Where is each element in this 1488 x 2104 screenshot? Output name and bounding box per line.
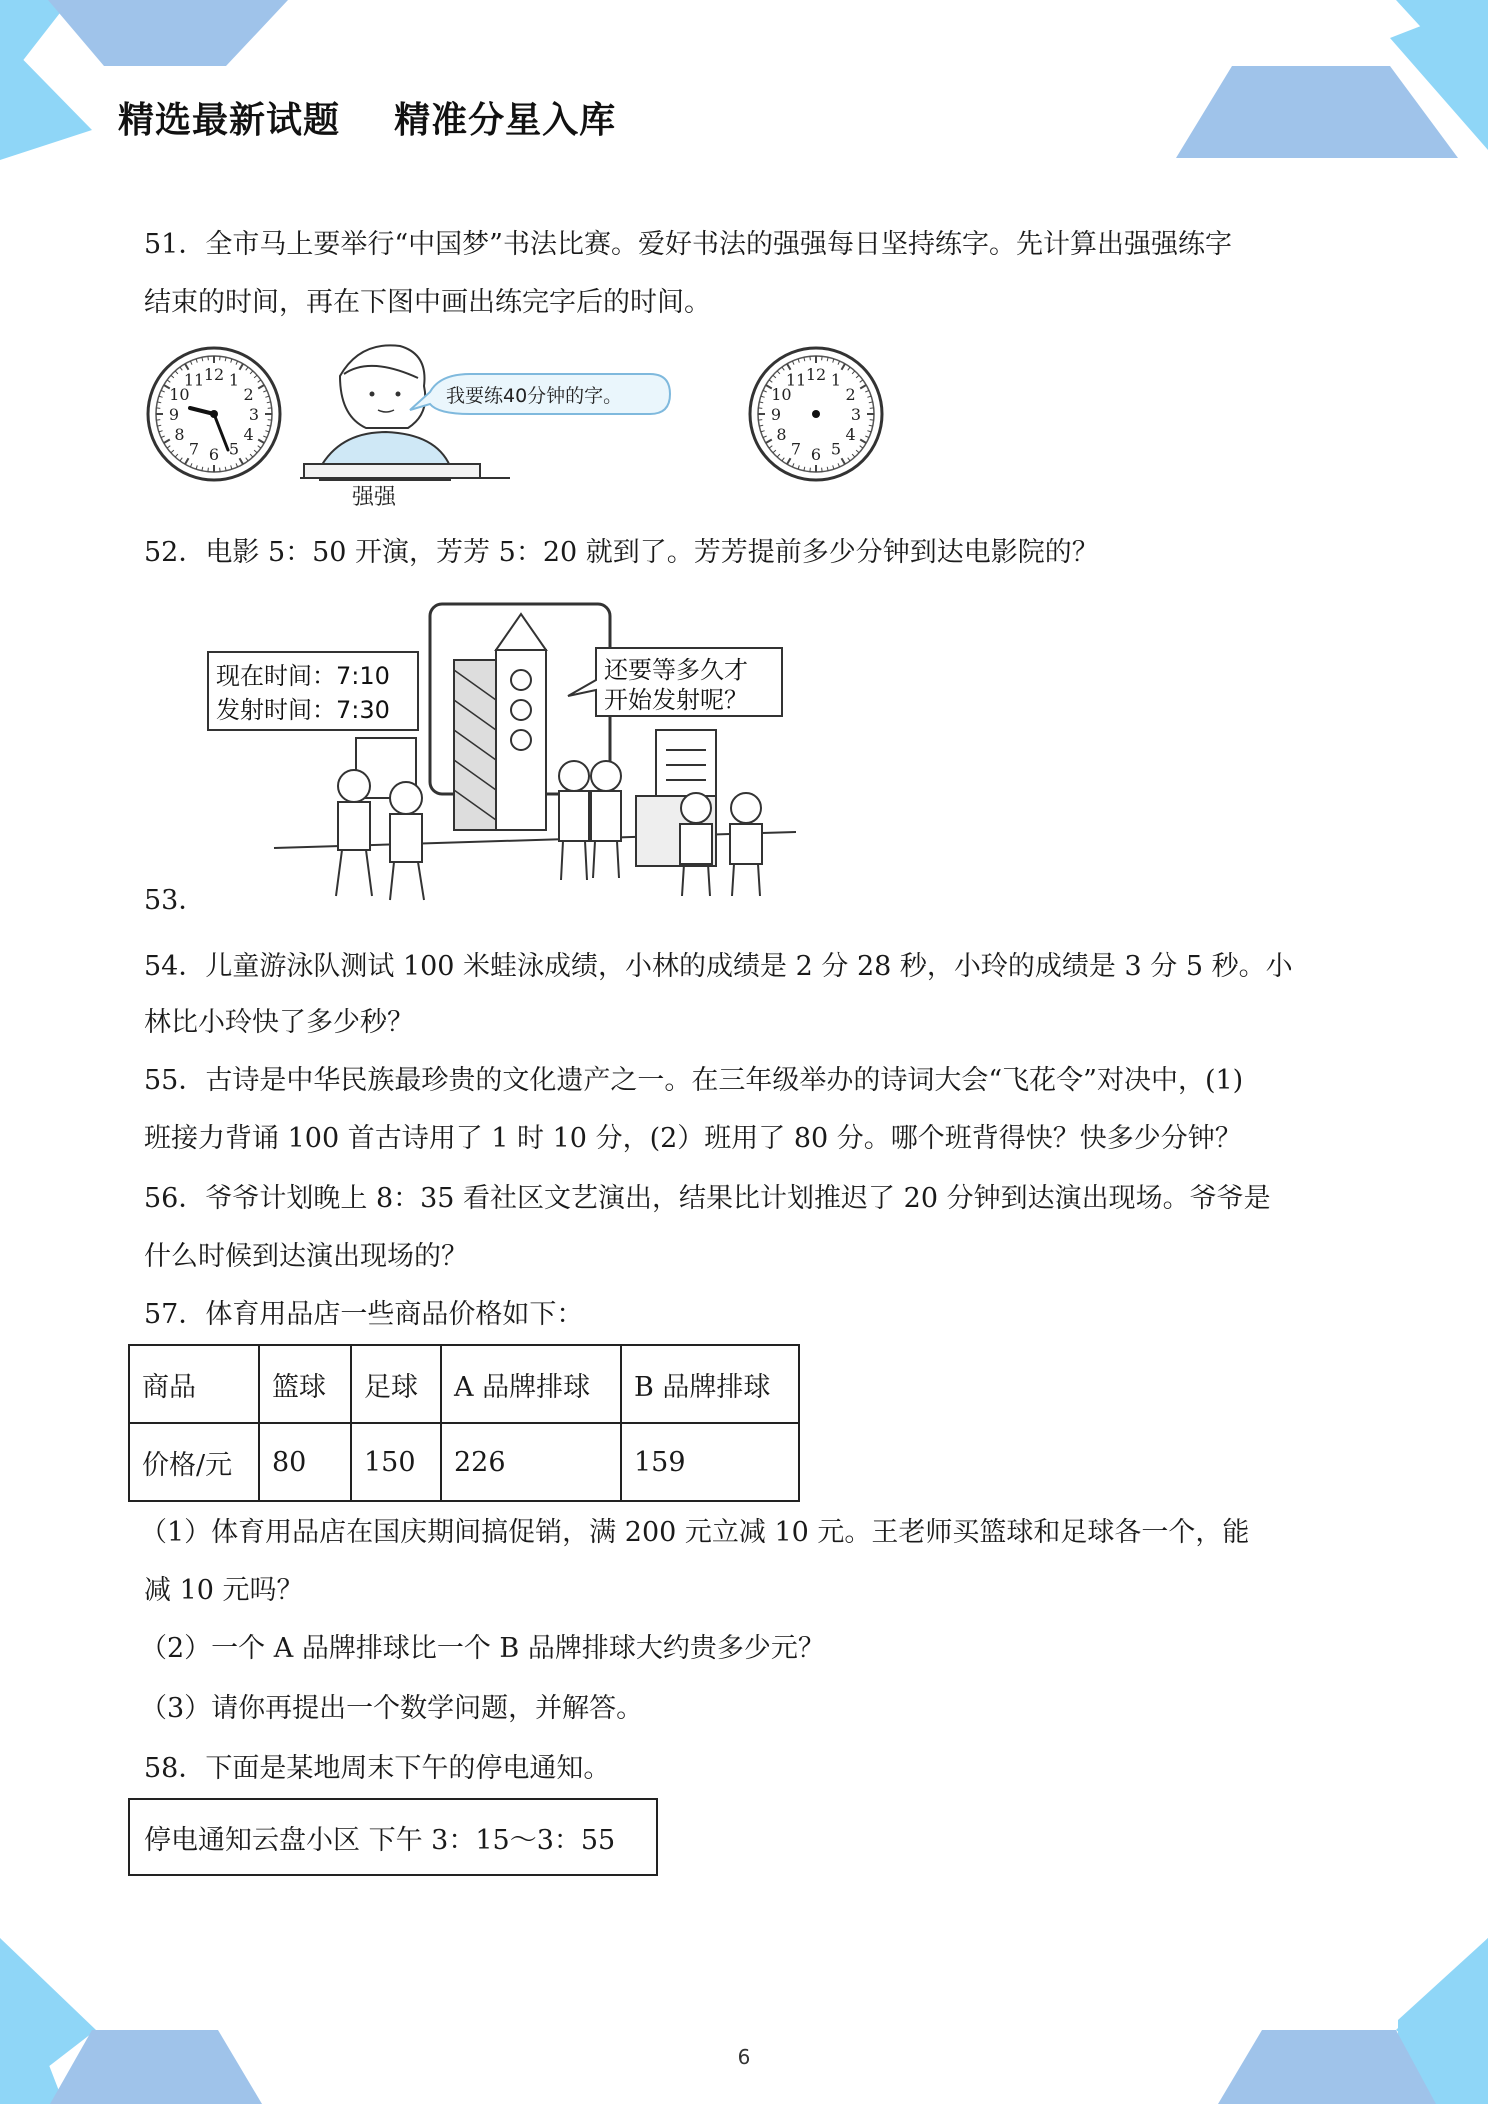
q52-text: 52．电影 5：50 开演，芳芳 5：20 就到了。芳芳提前多少分钟到达电影院的？ [144,537,1099,568]
clock-tick [220,468,221,472]
clock-number: 5 [228,439,240,459]
clock-number: 1 [830,370,842,390]
table-header-cell: B 品牌排球 [621,1345,799,1423]
table-cell: 159 [621,1423,799,1501]
page-number: 6 [737,2045,751,2069]
board-line2: 发射时间：7:30 [216,696,390,724]
q58-intro: 58．下面是某地周末下午的停电通知。 [144,1753,611,1784]
bubble-line1: 还要等多久才 [604,656,748,684]
clock-number: 7 [790,439,802,459]
bubble-line2: 开始发射呢？ [604,686,748,714]
price-table [128,1344,800,1502]
clock-tick [810,356,811,360]
q57-sub1-line2: 减 10 元吗？ [144,1575,304,1606]
clock-left [148,348,280,480]
table-header-cell: A 品牌排球 [441,1345,621,1423]
clock-number: 4 [845,425,856,444]
clock-number: 5 [830,439,842,459]
clock-number: 10 [771,385,792,404]
clock-number: 7 [188,439,200,459]
clock-number: 6 [208,445,220,464]
clock-number: 2 [845,385,856,404]
table-row [129,1345,799,1423]
clock-number: 2 [243,385,254,404]
clock-tick [156,408,160,409]
table-cell: 80 [259,1423,351,1501]
clock-right [750,348,882,480]
table-cell: 226 [441,1423,621,1501]
clock-number: 3 [248,405,260,424]
q57-sub3: （3）请你再提出一个数学问题，并解答。 [140,1693,644,1724]
q57-sub1-line1: （1）体育用品店在国庆期间搞促销，满 200 元立减 10 元。王老师买篮球和足球各一个，能 [140,1517,1250,1548]
clock-number: 12 [203,365,225,384]
clock-tick [870,420,874,421]
clock-tick [870,408,874,409]
notice-text: 停电通知云盘小区 下午 3：15～3：55 [144,1824,616,1856]
clock-number: 1 [228,370,240,390]
power-outage-notice [128,1798,658,1876]
header-title: 精选最新试题 精准分星入库 [118,100,617,141]
table-header-cell: 篮球 [259,1345,351,1423]
q56-line1: 56．爷爷计划晚上 8：35 看社区文艺演出，结果比计划推迟了 20 分钟到达演出现场。爷爷是 [144,1183,1271,1214]
clock-number: 12 [805,365,827,384]
clock-tick [156,420,160,421]
clock-tick [810,468,811,472]
clock-number: 6 [810,445,822,464]
q57-intro: 57．体育用品店一些商品价格如下： [144,1299,584,1330]
clock-tick [220,356,221,360]
clock-number: 9 [168,405,180,424]
q56-line2: 什么时候到达演出现场的？ [144,1241,468,1272]
boy-name: 强强 [352,485,397,510]
q55-line2: 班接力背诵 100 首古诗用了 1 时 10 分，(2）班用了 80 分。哪个班背得快？快多少分钟？ [144,1123,1242,1154]
table-cell: 价格/元 [129,1423,259,1501]
q54-line1: 54．儿童游泳队测试 100 米蛙泳成绩，小林的成绩是 2 分 28 秒，小玲的成绩是 3 分 5 秒。小 [144,951,1293,982]
q51-illustration [140,336,900,516]
table-row [129,1423,799,1501]
clock-number: 8 [776,425,787,444]
clock-number: 10 [169,385,190,404]
clock-tick [208,468,209,472]
q51-line2: 结束的时间，再在下图中画出练完字后的时间。 [144,287,711,318]
board-line1: 现在时间：7:10 [216,662,390,690]
q57-sub2: （2）一个 A 品牌排球比一个 B 品牌排球大约贵多少元？ [140,1633,825,1664]
table-header-cell: 商品 [129,1345,259,1423]
clock-number: 3 [850,405,862,424]
clock-number: 4 [243,425,254,444]
table-header-cell: 足球 [351,1345,441,1423]
clock-tick [758,408,762,409]
clock-tick [822,356,823,360]
q53-number: 53． [144,885,206,916]
q53-illustration [196,600,796,910]
clock-tick [208,356,209,360]
q51-line1: 51．全市马上要举行“中国梦”书法比赛。爱好书法的强强每日坚持练字。先计算出强强练字 [144,229,1232,260]
clock-tick [758,420,762,421]
q51-bubble-text: 我要练40分钟的字。 [446,385,623,407]
clock-tick [268,408,272,409]
clock-number: 9 [770,405,782,424]
clock-number: 8 [174,425,185,444]
q54-line2: 林比小玲快了多少秒？ [144,1007,414,1038]
clock-tick [822,468,823,472]
clock-number: 11 [183,370,205,390]
clock-number: 11 [785,370,807,390]
table-cell: 150 [351,1423,441,1501]
q55-line1: 55．古诗是中华民族最珍贵的文化遗产之一。在三年级举办的诗词大会“飞花令”对决中，(1) [144,1065,1244,1096]
clock-tick [268,420,272,421]
